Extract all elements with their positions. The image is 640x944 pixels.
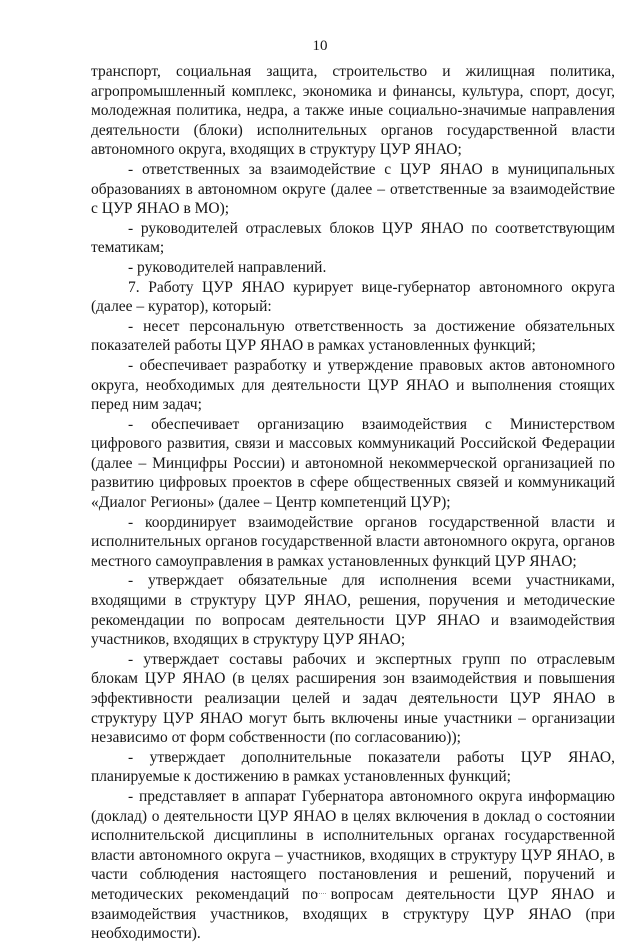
paragraph: 7. Работу ЦУР ЯНАО курирует вице-губернатор автономного округа (далее – куратор), который: [91,278,615,316]
paragraph: - руководителей направлений. [128,258,327,276]
paragraph: - обеспечивает организацию взаимодействия с Министерством цифрового развития, связи и массовых коммуникаций Российской Федерации (далее – Минцифры России) и автономной некоммерческой организацией по развитию цифровых проектов в сфере общественных связей и коммуникаций «Диалог Регионы» (далее – Центр компетенций ЦУР); [91,415,615,512]
page-number: 10 [312,38,328,54]
paragraph: - утверждает обязательные для исполнения всеми участниками, входящими в структуру ЦУР ЯНАО, решения, поручения и методические рекомендации по вопросам деятельности ЦУР ЯНАО и взаимодействия участников, входящих в структуру ЦУР ЯНАО; [91,572,615,649]
paragraph: - утверждает составы рабочих и экспертных групп по отраслевым блокам ЦУР ЯНАО (в целях расширения зон взаимодействия и повышения эффективности реализации целей и задач деятельности ЦУР ЯНАО в структуру ЦУР ЯНАО могут быть включены иные участники – организации независимо от форм собственности (по согласованию)); [91,650,615,747]
paragraph: - координирует взаимодействие органов государственной власти и исполнительных органов государственной власти автономного округа, органов местного самоуправления в рамках установленных функций ЦУР ЯНАО; [91,513,615,570]
paragraph: - руководителей отраслевых блоков ЦУР ЯНАО по соответствующим тематикам; [91,219,615,257]
paragraph: - несет персональную ответственность за достижение обязательных показателей работы ЦУР ЯНАО в рамках установленных функций; [91,317,615,355]
paragraph: - ответственных за взаимодействие с ЦУР ЯНАО в муниципальных образованиях в автономном округе (далее – ответственные за взаимодействие с ЦУР ЯНАО в МО); [91,160,615,218]
paragraph: - представляет в аппарат Губернатора автономного округа информацию (доклад) о деятельности ЦУР ЯНАО в целях включения в доклад о состоянии исполнительской дисциплины в исполнительных органах государственной власти автономного округа – участников, входящих в структуру ЦУР ЯНАО, в части соблюдения настоящего постановления и решений, поручений и методических рекомендаций по вопросам деятельности ЦУР ЯНАО и взаимодействия участников, входящих в структуру ЦУР ЯНАО (при необходимости). [91,787,615,943]
paragraph: транспорт, социальная защита, строительство и жилищная политика, агропромышленный комплекс, экономика и финансы, культура, спорт, досуг, молодежная политика, недра, а также иные социально-значимые направления деятельности (блоки) исполнительных органов государственной власти автономного округа, входящих в структуру ЦУР ЯНАО; [91,63,615,159]
document-body [91,62,615,944]
scan-artifact [312,893,326,895]
paragraph: - утверждает дополнительные показатели работы ЦУР ЯНАО, планируемые к достижению в рамках установленных функций; [91,748,615,786]
paragraph: - обеспечивает разработку и утверждение правовых актов автономного округа, необходимых для деятельности ЦУР ЯНАО и выполнения стоящих перед ним задач; [91,356,615,414]
